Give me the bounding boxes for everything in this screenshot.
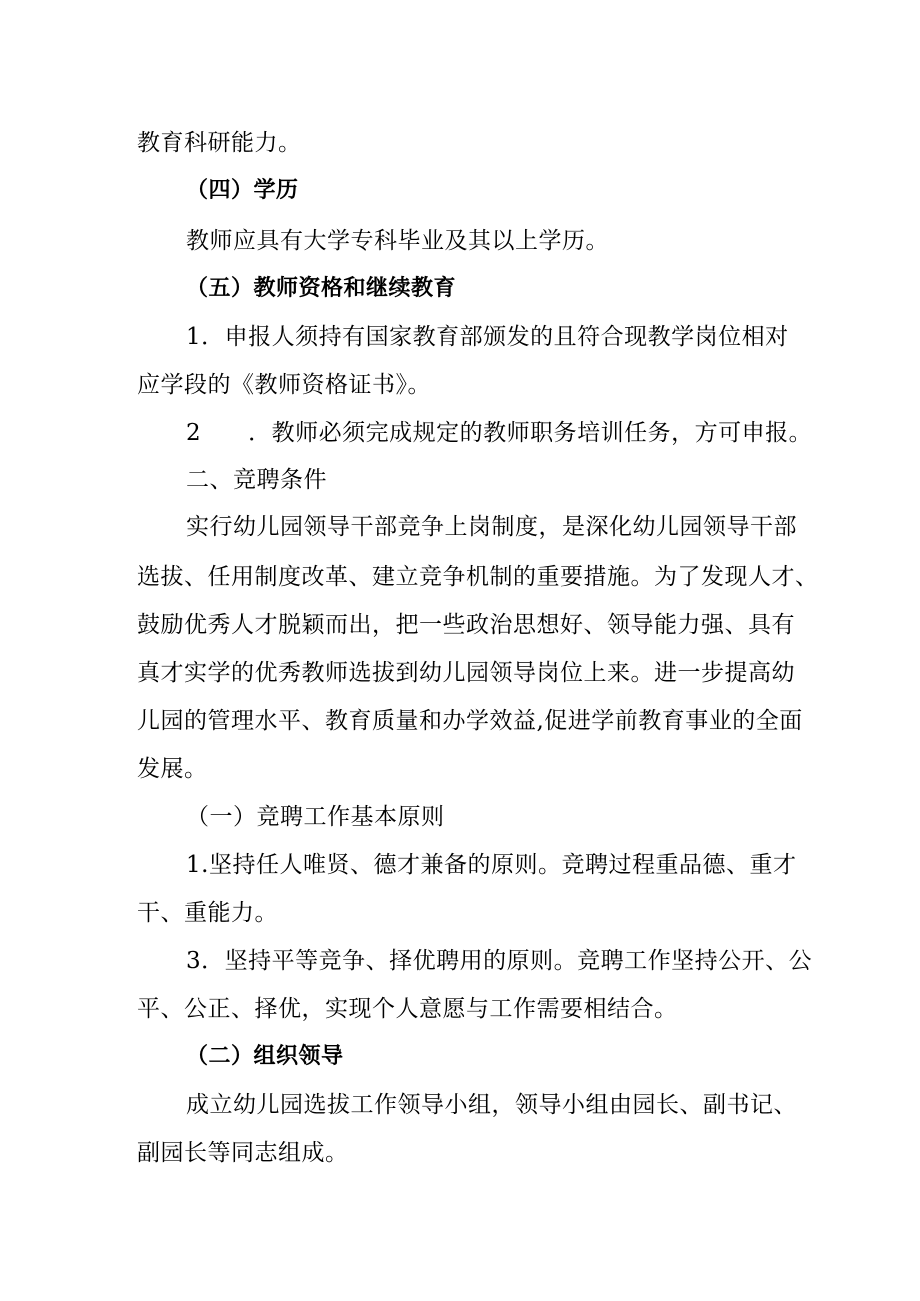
paragraph-line: 教师应具有大学专科毕业及其以上学历。	[186, 228, 609, 254]
paragraph-line: 应学段的《教师资格证书》。	[137, 372, 431, 398]
paragraph-line: 鼓励优秀人才脱颖而出，把一些政治思想好、领导能力强、具有	[137, 612, 795, 638]
section-heading-qualification: （五）教师资格和继续教育	[186, 276, 457, 301]
section-heading-education: （四）学历	[186, 178, 299, 203]
paragraph-line: 真才实学的优秀教师选拔到幼儿园领导岗位上来。进一步提高幼	[137, 660, 795, 686]
paragraph-line: 选拔、任用制度改革、建立竞争机制的重要措施。为了发现人才、	[137, 564, 819, 590]
paragraph-line: 1.坚持任人唯贤、德才兼备的原则。竞聘过程重品德、重才	[186, 852, 797, 878]
paragraph-line: 实行幼儿园领导干部竞争上岗制度，是深化幼儿园领导干部	[186, 514, 797, 540]
section-heading-competition: 二、竞聘条件	[186, 467, 327, 493]
paragraph-line: 1．申报人须持有国家教育部颁发的且符合现教学岗位相对	[186, 324, 789, 350]
paragraph-line: 发展。	[137, 756, 208, 782]
paragraph-line: 2 ．教师必须完成规定的教师职务培训任务，方可申报。	[186, 420, 813, 446]
section-heading-organization: （二）组织领导	[186, 1044, 344, 1069]
paragraph-line: 平、公正、择优，实现个人意愿与工作需要相结合。	[137, 996, 678, 1022]
paragraph-line: 儿园的管理水平、教育质量和办学效益,促进学前教育事业的全面	[137, 708, 803, 734]
paragraph-line: 干、重能力。	[137, 900, 278, 926]
paragraph-line: 成立幼儿园选拔工作领导小组，领导小组由园长、副书记、	[186, 1092, 797, 1118]
paragraph-line: 3．坚持平等竞争、择优聘用的原则。竞聘工作坚持公开、公	[186, 948, 813, 974]
section-heading-principles: （一）竞聘工作基本原则	[186, 804, 445, 830]
paragraph-line: 教育科研能力。	[137, 130, 302, 156]
paragraph-line: 副园长等同志组成。	[137, 1140, 349, 1166]
